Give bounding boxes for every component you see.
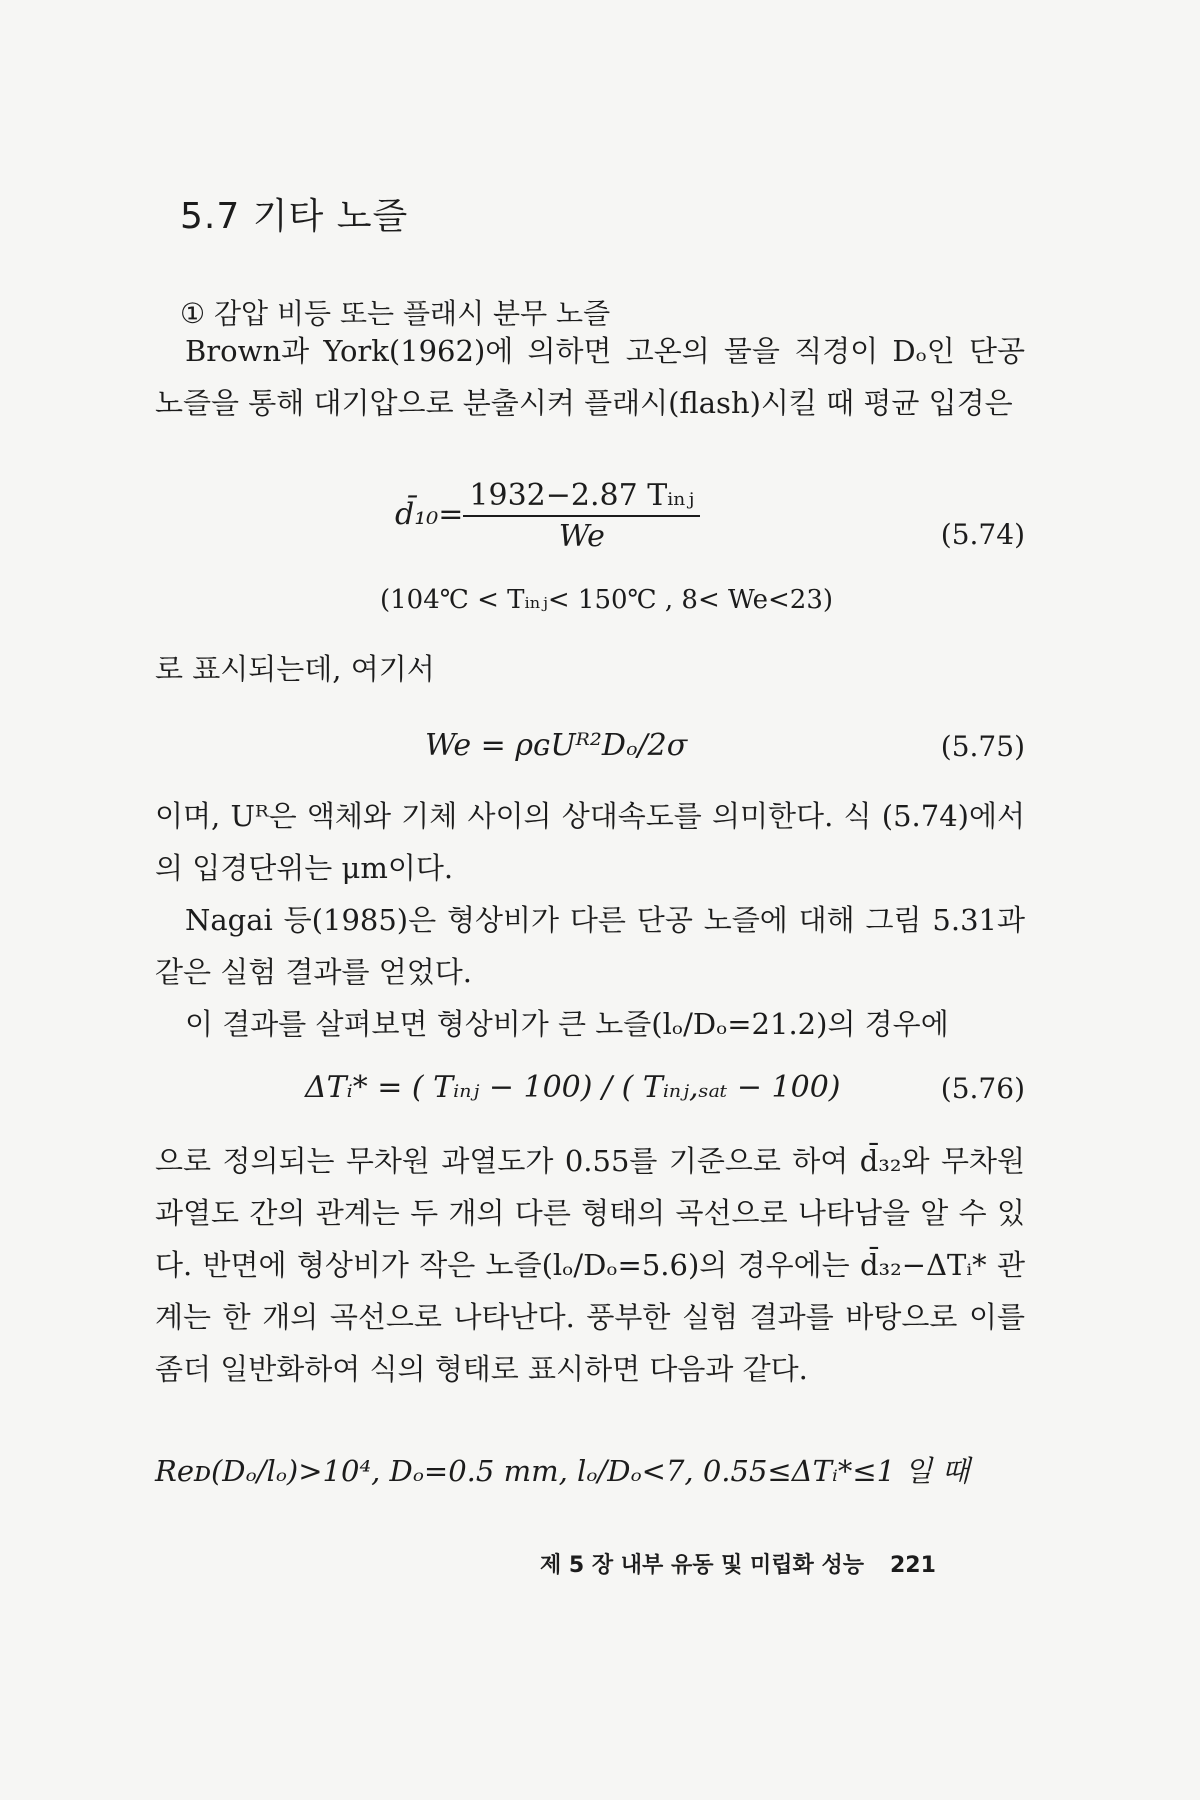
equation-5-75 [155, 728, 1025, 788]
equation-5-74-body [395, 478, 700, 554]
section-heading: 5.7 기타 노즐 [180, 196, 409, 237]
equation-5-74-condition: (104℃ < Tᵢₙⱼ< 150℃ , 8< We<23) [380, 585, 834, 615]
equation-5-76-body: ΔTᵢ* = ( Tᵢₙⱼ − 100) / ( Tᵢₙⱼ,ₛₐₜ − 100) [305, 1070, 841, 1105]
equation-5-76 [155, 1070, 1025, 1130]
page-footer [540, 1548, 936, 1579]
equation-number: (5.76) [940, 1072, 1025, 1105]
paragraph-where: 로 표시되는데, 여기서 [155, 652, 435, 686]
equation-5-74-lhs: d̄₁₀= [395, 497, 464, 532]
equation-5-74-numerator: 1932−2.87 Tᵢₙⱼ [463, 478, 700, 517]
equation-5-74-denominator: We [558, 519, 605, 554]
paragraph-superheat: 으로 정의되는 무차원 과열도가 0.55를 기준으로 하여 d̄₃₂와 무차원 과열도 간의 관계는 두 개의 다른 형태의 곡선으로 나타남을 알 수 있다. 반면에 형상비가 작은 노즐(lₒ/Dₒ=5.6)의 경우에는 d̄₃₂−ΔTᵢ* 관계는 한 개의 곡선으로 나타난다. 풍부한 실험 결과를 바탕으로 이를 좀더 일반화하여 식의 형태로 표시하면 다음과 같다. [155, 1144, 1025, 1386]
page-number: 221 [889, 1553, 936, 1578]
equation-5-75-body: We = ρɢUᴿ²Dₒ/2σ [425, 728, 688, 763]
chapter-title: 제 5 장 내부 유동 및 미립화 성능 [540, 1553, 864, 1578]
paragraph-condition: Reᴅ(Dₒ/lₒ)>10⁴, Dₒ=0.5 mm, lₒ/Dₒ<7, 0.55≤ΔTᵢ*≤1 일 때 [155, 1454, 970, 1488]
paragraph-aspect-ratio: 이 결과를 살펴보면 형상비가 큰 노즐(lₒ/Dₒ=21.2)의 경우에 [185, 1007, 949, 1041]
equation-number: (5.75) [940, 730, 1025, 763]
equation-5-74-fraction [463, 478, 700, 554]
paragraph-relative-velocity: 이며, Uᴿ은 액체와 기체 사이의 상대속도를 의미한다. 식 (5.74)에서의 입경단위는 μm이다. [155, 799, 1025, 885]
equation-5-74 [155, 478, 1025, 554]
paragraph-nagai: Nagai 등(1985)은 형상비가 다른 단공 노즐에 대해 그림 5.31과 같은 실험 결과를 얻었다. [155, 903, 1025, 989]
paragraph-brown-york: Brown과 York(1962)에 의하면 고온의 물을 직경이 Dₒ인 단공 노즐을 통해 대기압으로 분출시켜 플래시(flash)시킬 때 평균 입경은 [155, 334, 1025, 420]
equation-number: (5.74) [940, 518, 1025, 551]
subsection-heading: ① 감압 비등 또는 플래시 분무 노즐 [180, 297, 611, 330]
